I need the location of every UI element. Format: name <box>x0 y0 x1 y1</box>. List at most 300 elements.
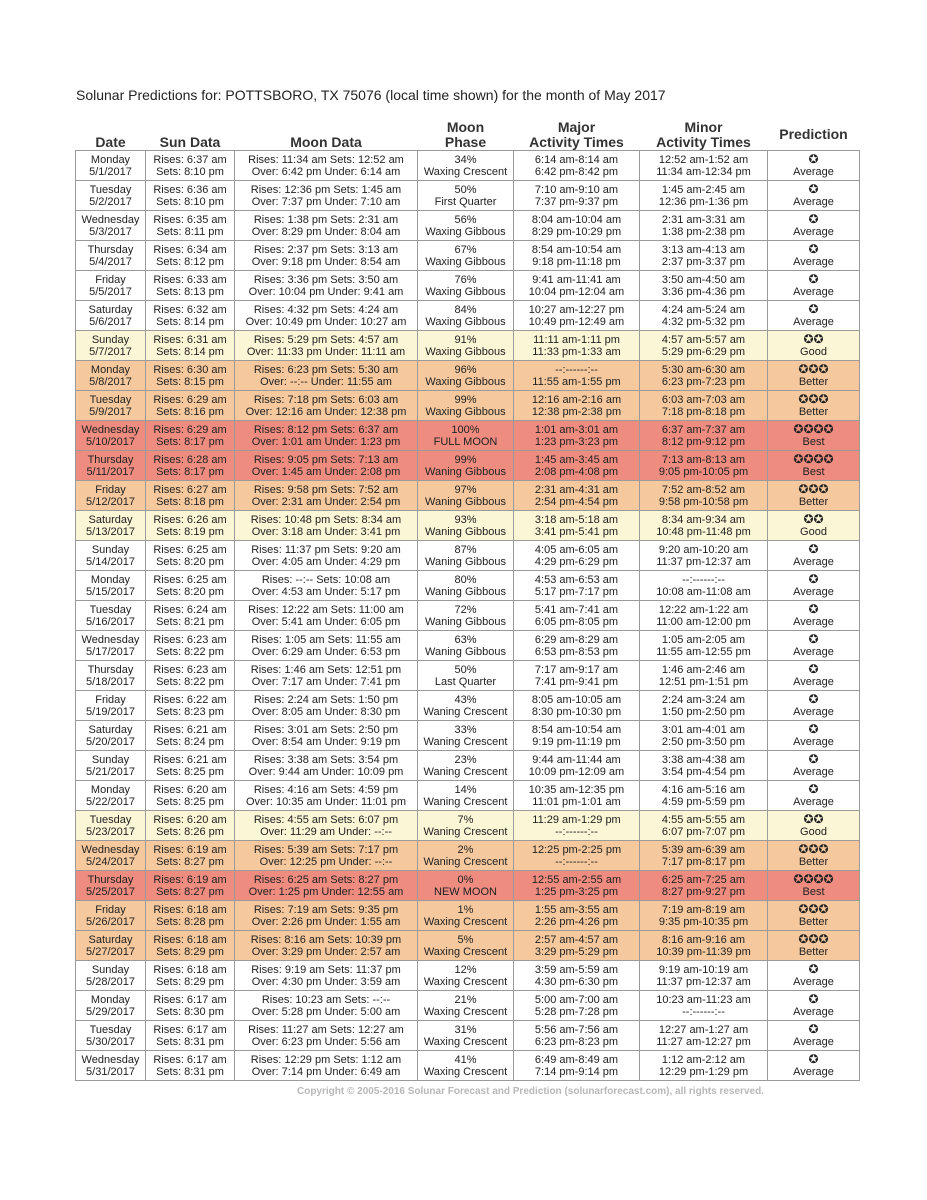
major-activity-text: 7:14 pm-9:14 pm <box>534 1065 619 1078</box>
table-row <box>76 301 860 331</box>
moon-data-cell <box>235 811 418 841</box>
sun-data-text: Sets: 8:29 pm <box>156 945 224 958</box>
minor-activity-text: 10:23 am-11:23 am <box>656 993 751 1006</box>
prediction-cell <box>768 1021 860 1051</box>
prediction-cell <box>768 241 860 271</box>
minor-activity-text: 4:32 pm-5:32 pm <box>661 315 746 328</box>
sun-data-text: Rises: 6:22 am <box>153 693 227 706</box>
date-text: Thursday <box>87 663 134 676</box>
date-text: 5/23/2017 <box>86 825 135 838</box>
moon-phase-cell <box>418 961 514 991</box>
sun-data-cell <box>146 991 235 1021</box>
date-text: 5/13/2017 <box>86 525 135 538</box>
moon-data-text: Over: 3:29 pm Under: 2:57 am <box>251 945 401 958</box>
date-text: Saturday <box>88 723 133 736</box>
moon-phase-text: NEW MOON <box>434 885 497 898</box>
date-cell <box>76 1051 146 1081</box>
sun-data-text: Sets: 8:29 pm <box>156 975 224 988</box>
rating-label: Average <box>793 616 834 628</box>
date-cell <box>76 271 146 301</box>
major-activity-text: 6:42 pm-8:42 pm <box>534 165 619 178</box>
sun-data-text: Rises: 6:20 am <box>153 813 227 826</box>
moon-phase-text: Waxing Crescent <box>423 165 508 178</box>
moon-data-cell <box>235 931 418 961</box>
major-activity-text: 7:17 am-9:17 am <box>534 663 619 676</box>
rating-stars-icon: ✪ <box>808 722 819 736</box>
sun-data-text: Rises: 6:21 am <box>153 753 227 766</box>
moon-data-cell <box>235 361 418 391</box>
sun-data-cell <box>146 1021 235 1051</box>
date-text: 5/10/2017 <box>86 435 135 448</box>
table-row <box>76 541 860 571</box>
moon-phase-text: Waning Gibbous <box>425 585 506 598</box>
moon-data-text: Over: 7:14 pm Under: 6:49 am <box>251 1065 401 1078</box>
date-cell <box>76 601 146 631</box>
moon-data-text: Rises: 1:05 am Sets: 11:55 am <box>251 633 401 646</box>
moon-data-text: Over: 11:29 am Under: --:-- <box>260 825 392 838</box>
moon-phase-cell <box>418 601 514 631</box>
moon-phase-cell <box>418 871 514 901</box>
sun-data-cell <box>146 331 235 361</box>
major-activity-text: 2:57 am-4:57 am <box>534 933 619 946</box>
sun-data-text: Sets: 8:22 pm <box>156 675 224 688</box>
sun-data-text: Rises: 6:17 am <box>153 1023 227 1036</box>
prediction-cell <box>768 511 860 541</box>
moon-data-text: Over: 2:26 pm Under: 1:55 am <box>251 915 401 928</box>
date-text: 5/18/2017 <box>86 675 135 688</box>
sun-data-text: Sets: 8:27 pm <box>156 885 224 898</box>
minor-activity-text: 2:50 pm-3:50 pm <box>661 735 746 748</box>
date-text: 5/15/2017 <box>86 585 135 598</box>
sun-data-cell <box>146 151 235 181</box>
moon-data-cell <box>235 1051 418 1081</box>
moon-data-text: Rises: --:-- Sets: 10:08 am <box>261 573 391 586</box>
moon-phase-text: 99% <box>454 453 477 466</box>
rating-label: Average <box>793 796 834 808</box>
date-text: Monday <box>90 153 131 166</box>
moon-data-text: Rises: 9:58 pm Sets: 7:52 am <box>253 483 399 496</box>
moon-phase-text: 7% <box>457 813 474 826</box>
minor-activity-cell <box>640 751 768 781</box>
major-activity-text: 5:41 am-7:41 am <box>534 603 619 616</box>
moon-data-cell <box>235 451 418 481</box>
minor-activity-text: 7:19 am-8:19 am <box>661 903 746 916</box>
moon-phase-cell <box>418 181 514 211</box>
date-cell <box>76 301 146 331</box>
rating-stars-icon: ✪ <box>808 152 819 166</box>
minor-activity-text: 4:16 am-5:16 am <box>661 783 746 796</box>
minor-activity-text: 7:18 pm-8:18 pm <box>661 405 746 418</box>
rating-stars-icon: ✪ <box>808 212 819 226</box>
moon-phase-text: 100% <box>451 423 480 436</box>
moon-data-text: Rises: 1:38 pm Sets: 2:31 am <box>253 213 399 226</box>
moon-phase-text: Waning Crescent <box>423 825 508 838</box>
major-activity-text: 5:17 pm-7:17 pm <box>534 585 619 598</box>
minor-activity-text: 5:29 pm-6:29 pm <box>661 345 746 358</box>
major-activity-text: 1:25 pm-3:25 pm <box>534 885 619 898</box>
sun-data-cell <box>146 811 235 841</box>
prediction-cell <box>768 1051 860 1081</box>
sun-data-text: Rises: 6:33 am <box>153 273 227 286</box>
date-cell <box>76 481 146 511</box>
sun-data-cell <box>146 271 235 301</box>
major-activity-text: 2:54 pm-4:54 pm <box>534 495 619 508</box>
moon-data-cell <box>235 871 418 901</box>
moon-data-text: Rises: 12:36 pm Sets: 1:45 am <box>250 183 402 196</box>
date-text: 5/31/2017 <box>86 1065 135 1078</box>
moon-phase-text: 14% <box>454 783 477 796</box>
moon-data-text: Rises: 5:39 am Sets: 7:17 pm <box>253 843 399 856</box>
moon-phase-text: Waning Crescent <box>423 765 508 778</box>
prediction-cell <box>768 871 860 901</box>
prediction-cell <box>768 991 860 1021</box>
moon-data-cell <box>235 631 418 661</box>
sun-data-cell <box>146 541 235 571</box>
moon-data-text: Rises: 7:19 am Sets: 9:35 pm <box>253 903 399 916</box>
sun-data-text: Rises: 6:37 am <box>153 153 227 166</box>
major-activity-text: 2:08 pm-4:08 pm <box>534 465 619 478</box>
moon-phase-cell <box>418 211 514 241</box>
moon-data-text: Over: 12:25 pm Under: --:-- <box>259 855 393 868</box>
major-activity-cell <box>514 331 640 361</box>
date-text: Saturday <box>88 933 133 946</box>
date-text: 5/1/2017 <box>89 165 132 178</box>
rating-label: Average <box>793 226 834 238</box>
moon-data-cell <box>235 301 418 331</box>
moon-data-text: Rises: 2:24 am Sets: 1:50 pm <box>253 693 399 706</box>
sun-data-cell <box>146 451 235 481</box>
moon-phase-cell <box>418 901 514 931</box>
moon-data-text: Over: 2:31 am Under: 2:54 pm <box>251 495 401 508</box>
minor-activity-cell <box>640 481 768 511</box>
moon-phase-text: 76% <box>454 273 477 286</box>
sun-data-text: Rises: 6:18 am <box>153 963 227 976</box>
prediction-cell <box>768 571 860 601</box>
date-text: Wednesday <box>81 1053 140 1066</box>
rating-label: Good <box>800 346 827 358</box>
sun-data-text: Rises: 6:35 am <box>153 213 227 226</box>
minor-activity-cell <box>640 361 768 391</box>
moon-data-text: Over: 11:33 pm Under: 11:11 am <box>246 345 406 358</box>
moon-phase-text: 1% <box>457 903 474 916</box>
table-row <box>76 421 860 451</box>
date-text: Saturday <box>88 513 133 526</box>
major-activity-cell <box>514 601 640 631</box>
sun-data-text: Sets: 8:10 pm <box>156 195 224 208</box>
minor-activity-text: 4:59 pm-5:59 pm <box>661 795 746 808</box>
minor-activity-cell <box>640 691 768 721</box>
rating-label: Average <box>793 1066 834 1078</box>
rating-label: Average <box>793 646 834 658</box>
major-activity-text: --:------:-- <box>555 363 598 376</box>
rating-label: Average <box>793 286 834 298</box>
table-row <box>76 361 860 391</box>
moon-phase-text: Waxing Gibbous <box>425 225 506 238</box>
sun-data-cell <box>146 241 235 271</box>
minor-activity-text: 7:52 am-8:52 am <box>661 483 746 496</box>
rating-label: Average <box>793 586 834 598</box>
moon-data-cell <box>235 271 418 301</box>
major-activity-text: 4:05 am-6:05 am <box>534 543 619 556</box>
minor-activity-text: 1:50 pm-2:50 pm <box>661 705 746 718</box>
major-activity-cell <box>514 631 640 661</box>
moon-phase-text: Waxing Crescent <box>423 915 508 928</box>
moon-data-cell <box>235 241 418 271</box>
minor-activity-text: 10:39 pm-11:39 pm <box>656 945 751 958</box>
major-activity-text: 10:35 am-12:35 pm <box>528 783 625 796</box>
date-text: 5/24/2017 <box>86 855 135 868</box>
rating-label: Best <box>802 886 825 898</box>
minor-activity-cell <box>640 661 768 691</box>
moon-data-cell <box>235 181 418 211</box>
sun-data-text: Sets: 8:14 pm <box>156 345 224 358</box>
moon-data-text: Rises: 3:36 pm Sets: 3:50 am <box>253 273 399 286</box>
sun-data-text: Rises: 6:24 am <box>153 603 227 616</box>
minor-activity-text: --:------:-- <box>682 1005 725 1018</box>
moon-phase-text: 0% <box>457 873 474 886</box>
major-activity-text: 6:05 pm-8:05 pm <box>534 615 619 628</box>
date-text: Sunday <box>91 333 130 346</box>
major-activity-cell <box>514 961 640 991</box>
sun-data-text: Sets: 8:18 pm <box>156 495 224 508</box>
moon-phase-text: 41% <box>454 1053 477 1066</box>
minor-activity-text: 1:05 am-2:05 am <box>661 633 746 646</box>
date-text: 5/7/2017 <box>89 345 132 358</box>
moon-phase-text: 80% <box>454 573 477 586</box>
table-row <box>76 451 860 481</box>
sun-data-cell <box>146 901 235 931</box>
prediction-cell <box>768 271 860 301</box>
minor-activity-text: 8:34 am-9:34 am <box>661 513 746 526</box>
sun-data-cell <box>146 481 235 511</box>
table-row <box>76 871 860 901</box>
major-activity-cell <box>514 1021 640 1051</box>
major-activity-cell <box>514 571 640 601</box>
moon-phase-text: 84% <box>454 303 477 316</box>
major-activity-text: 8:30 pm-10:30 pm <box>531 705 622 718</box>
header-date: Date <box>95 134 126 150</box>
date-text: 5/2/2017 <box>89 195 132 208</box>
major-activity-cell <box>514 781 640 811</box>
major-activity-text: 6:14 am-8:14 am <box>534 153 619 166</box>
date-text: Tuesday <box>89 603 132 616</box>
rating-stars-icon: ✪ <box>808 992 819 1006</box>
prediction-cell <box>768 631 860 661</box>
sun-data-text: Rises: 6:18 am <box>153 903 227 916</box>
moon-phase-text: Waning Gibbous <box>425 525 506 538</box>
minor-activity-text: 8:27 pm-9:27 pm <box>661 885 746 898</box>
moon-phase-cell <box>418 241 514 271</box>
table-row <box>76 181 860 211</box>
moon-phase-text: Waning Gibbous <box>425 495 506 508</box>
moon-phase-text: Waning Gibbous <box>425 645 506 658</box>
major-activity-text: 11:55 am-1:55 pm <box>532 375 621 388</box>
sun-data-text: Sets: 8:27 pm <box>156 855 224 868</box>
moon-data-text: Rises: 7:18 pm Sets: 6:03 am <box>253 393 399 406</box>
major-activity-text: 8:54 am-10:54 am <box>531 243 622 256</box>
prediction-cell <box>768 961 860 991</box>
sun-data-cell <box>146 721 235 751</box>
major-activity-text: 10:04 pm-12:04 am <box>528 285 625 298</box>
date-text: 5/20/2017 <box>86 735 135 748</box>
minor-activity-cell <box>640 421 768 451</box>
major-activity-text: 8:05 am-10:05 am <box>531 693 622 706</box>
major-activity-text: 5:00 am-7:00 am <box>534 993 619 1006</box>
rating-label: Average <box>793 676 834 688</box>
major-activity-cell <box>514 751 640 781</box>
sun-data-text: Rises: 6:21 am <box>153 723 227 736</box>
moon-data-text: Over: 6:42 pm Under: 6:14 am <box>251 165 401 178</box>
moon-data-text: Rises: 3:38 am Sets: 3:54 pm <box>253 753 399 766</box>
rating-label: Good <box>800 826 827 838</box>
rating-label: Best <box>802 466 825 478</box>
rating-label: Average <box>793 976 834 988</box>
moon-phase-text: Waxing Crescent <box>423 1005 508 1018</box>
prediction-cell <box>768 811 860 841</box>
prediction-cell <box>768 721 860 751</box>
moon-data-text: Over: --:-- Under: 11:55 am <box>260 375 392 388</box>
moon-data-text: Rises: 4:32 pm Sets: 4:24 am <box>253 303 399 316</box>
table-row <box>76 661 860 691</box>
minor-activity-text: 9:35 pm-10:35 pm <box>658 915 749 928</box>
moon-data-text: Over: 1:45 am Under: 2:08 pm <box>251 465 401 478</box>
date-text: Monday <box>90 783 131 796</box>
header-moon-phase: Moon Phase <box>444 119 487 150</box>
moon-data-text: Over: 5:41 am Under: 6:05 pm <box>251 615 401 628</box>
prediction-cell <box>768 211 860 241</box>
major-activity-text: 8:54 am-10:54 am <box>531 723 622 736</box>
minor-activity-cell <box>640 811 768 841</box>
moon-data-text: Over: 7:37 pm Under: 7:10 am <box>251 195 401 208</box>
moon-phase-text: 21% <box>454 993 477 1006</box>
moon-data-text: Over: 7:17 am Under: 7:41 pm <box>251 675 401 688</box>
moon-phase-text: Waxing Gibbous <box>425 345 506 358</box>
moon-phase-text: Waning Crescent <box>423 705 508 718</box>
rating-label: Average <box>793 1036 834 1048</box>
minor-activity-text: 2:31 am-3:31 am <box>661 213 746 226</box>
moon-phase-cell <box>418 301 514 331</box>
table-row <box>76 841 860 871</box>
date-text: Tuesday <box>89 813 132 826</box>
moon-phase-text: Waning Gibbous <box>425 465 506 478</box>
major-activity-text: 11:29 am-1:29 pm <box>532 813 621 826</box>
table-row <box>76 691 860 721</box>
table-row <box>76 391 860 421</box>
moon-phase-cell <box>418 991 514 1021</box>
date-text: Wednesday <box>81 633 140 646</box>
date-text: 5/25/2017 <box>86 885 135 898</box>
rating-stars-icon: ✪✪✪ <box>798 392 829 406</box>
major-activity-text: 6:49 am-8:49 am <box>534 1053 619 1066</box>
minor-activity-text: 6:07 pm-7:07 pm <box>661 825 746 838</box>
sun-data-text: Rises: 6:29 am <box>153 393 227 406</box>
moon-phase-cell <box>418 511 514 541</box>
moon-data-cell <box>235 571 418 601</box>
moon-phase-cell <box>418 421 514 451</box>
major-activity-text: --:------:-- <box>555 825 598 838</box>
date-text: Sunday <box>91 753 130 766</box>
moon-data-text: Rises: 4:55 am Sets: 6:07 pm <box>253 813 399 826</box>
moon-phase-cell <box>418 811 514 841</box>
minor-activity-text: 2:37 pm-3:37 pm <box>661 255 746 268</box>
date-text: 5/19/2017 <box>86 705 135 718</box>
table-row <box>76 1051 860 1081</box>
minor-activity-text: 1:46 am-2:46 am <box>661 663 746 676</box>
prediction-cell <box>768 541 860 571</box>
sun-data-text: Rises: 6:28 am <box>153 453 227 466</box>
date-cell <box>76 931 146 961</box>
date-text: Friday <box>95 273 126 286</box>
major-activity-text: 11:11 am-1:11 pm <box>533 333 620 346</box>
table-row <box>76 961 860 991</box>
moon-phase-text: Waxing Crescent <box>423 1035 508 1048</box>
minor-activity-cell <box>640 271 768 301</box>
major-activity-text: --:------:-- <box>555 855 598 868</box>
rating-label: Average <box>793 736 834 748</box>
minor-activity-text: 7:13 am-8:13 am <box>661 453 746 466</box>
major-activity-cell <box>514 241 640 271</box>
sun-data-cell <box>146 691 235 721</box>
rating-label: Average <box>793 706 834 718</box>
sun-data-text: Rises: 6:18 am <box>153 933 227 946</box>
table-row <box>76 211 860 241</box>
rating-stars-icon: ✪✪✪ <box>798 932 829 946</box>
minor-activity-text: 3:36 pm-4:36 pm <box>661 285 746 298</box>
sun-data-text: Sets: 8:19 pm <box>156 525 224 538</box>
sun-data-cell <box>146 871 235 901</box>
date-text: 5/28/2017 <box>86 975 135 988</box>
major-activity-cell <box>514 931 640 961</box>
date-text: 5/26/2017 <box>86 915 135 928</box>
moon-phase-text: 43% <box>454 693 477 706</box>
moon-data-text: Over: 1:25 pm Under: 12:55 am <box>248 885 404 898</box>
rating-stars-icon: ✪ <box>808 962 819 976</box>
sun-data-text: Sets: 8:13 pm <box>156 285 224 298</box>
moon-data-text: Over: 6:23 pm Under: 5:56 am <box>251 1035 401 1048</box>
sun-data-text: Rises: 6:25 am <box>153 543 227 556</box>
moon-data-cell <box>235 211 418 241</box>
date-text: Tuesday <box>89 393 132 406</box>
moon-phase-text: Waxing Gibbous <box>425 375 506 388</box>
moon-data-text: Over: 5:28 pm Under: 5:00 am <box>251 1005 401 1018</box>
minor-activity-cell <box>640 181 768 211</box>
major-activity-cell <box>514 811 640 841</box>
major-activity-cell <box>514 151 640 181</box>
major-activity-cell <box>514 1051 640 1081</box>
rating-label: Best <box>802 436 825 448</box>
rating-stars-icon: ✪ <box>808 302 819 316</box>
moon-data-cell <box>235 151 418 181</box>
date-cell <box>76 331 146 361</box>
minor-activity-text: 5:39 am-6:39 am <box>661 843 746 856</box>
moon-phase-cell <box>418 571 514 601</box>
major-activity-text: 6:29 am-8:29 am <box>534 633 619 646</box>
minor-activity-text: 11:37 pm-12:37 am <box>656 555 751 568</box>
rating-label: Average <box>793 1006 834 1018</box>
date-text: 5/21/2017 <box>86 765 135 778</box>
date-text: Thursday <box>87 873 134 886</box>
date-text: 5/30/2017 <box>86 1035 135 1048</box>
moon-phase-text: 97% <box>454 483 477 496</box>
table-row <box>76 241 860 271</box>
rating-stars-icon: ✪✪✪ <box>798 482 829 496</box>
major-activity-cell <box>514 691 640 721</box>
moon-data-text: Over: 1:01 am Under: 1:23 pm <box>251 435 401 448</box>
major-activity-cell <box>514 511 640 541</box>
date-text: 5/3/2017 <box>89 225 132 238</box>
moon-phase-text: 99% <box>454 393 477 406</box>
rating-stars-icon: ✪✪✪✪ <box>793 452 834 466</box>
